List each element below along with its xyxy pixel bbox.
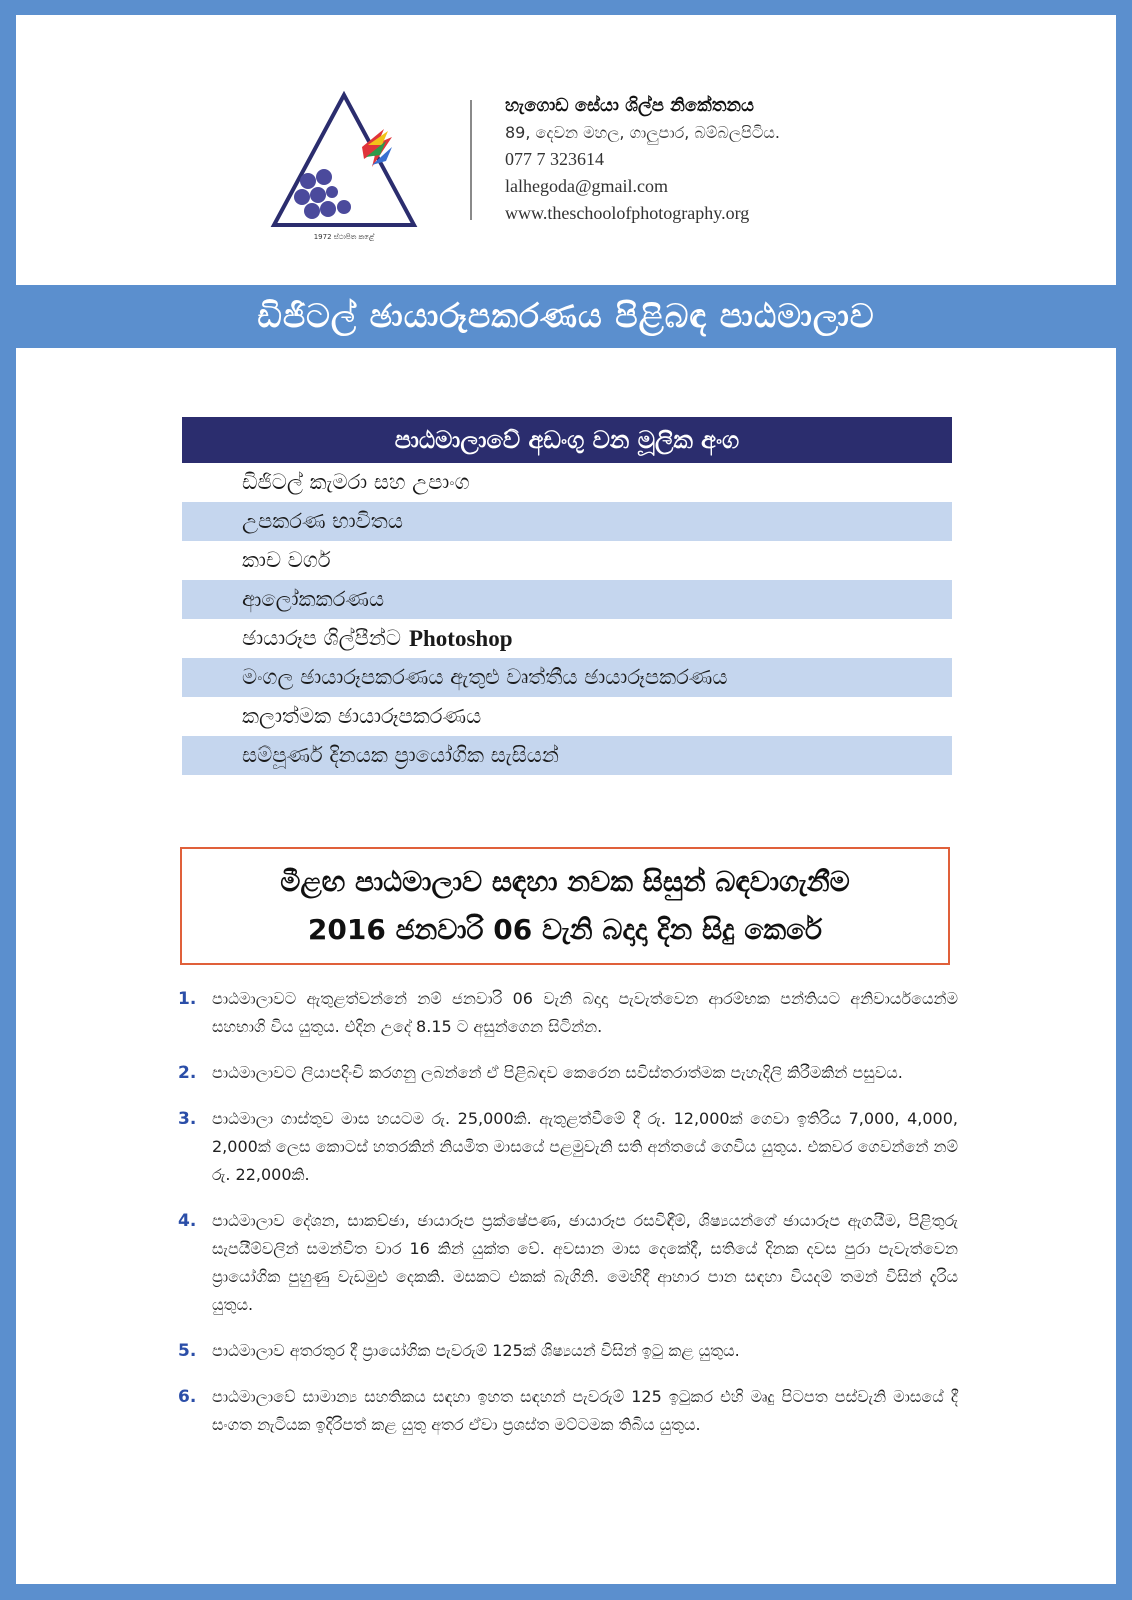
module-item: සම්පූර්ණ දිනයක ප්‍රායෝගික සැසියන්: [182, 736, 952, 775]
modules-table: [182, 417, 952, 775]
rule-text: පාඨමාලාවට ලියාපදිංචි කරගනු ලබන්නේ ඒ පිළිබඳව කෙරෙන සවිස්තරාත්මක පැහැදිලි කිරීමකින් පසුවය.: [212, 1063, 903, 1082]
module-item: මංගල ඡායාරූපකරණය ඇතුළු වෘත්තීය ඡායාරූපකරණය: [182, 658, 952, 697]
rule-text: පාඨමාලාව දේශන, සාකච්ඡා, ඡායාරූප ප්‍රක්ෂේපණ, ඡායාරූප රසවිඳීම්, ශිෂ්‍යයන්ගේ ඡායාරූප ඇගයීම, පිළිතුරු සැපයීම්වලින් සමන්විත වාර 16 කින් යුක්ත වේ. අවසාන මාස දෙකේදී, සතියේ දිනක දවස පුරා පැවැත්වෙන ප්‍රායෝගික පුහුණු වැඩමුළු දෙකකි. මසකට එකක් බැගිනි. මෙහිදී ආහාර පාන සඳහා වියදම් තමන් විසින් දැරිය යුතුය.: [212, 1211, 958, 1314]
email-address: lalhegoda@gmail.com: [505, 176, 669, 196]
module-item: කලාත්මක ඡායාරූපකරණය: [242, 704, 482, 728]
enrollment-notice: [180, 847, 950, 965]
module-item: ආලෝකකරණය: [182, 580, 952, 619]
rule-number: 3.: [178, 1109, 197, 1129]
header-divider: [470, 100, 472, 220]
course-title-banner: ඩිජිටල් ඡායාරූපකරණය පිළිබඳ පාඨමාලාව: [257, 296, 875, 335]
module-item: කාච වර්ග: [242, 548, 331, 572]
phone-number: 077 7 323614: [505, 149, 604, 169]
rule-item: [178, 1383, 958, 1439]
school-logo: [268, 85, 420, 245]
address: 89, දෙවන මහල, ගාලුපාර, බම්බලපිටිය.: [505, 123, 780, 142]
org-name: හැගොඩ සේයා ශිල්ප නිකේතනය: [505, 95, 754, 116]
rule-number: 1.: [178, 989, 197, 1009]
rule-text: පාඨමාලාවට ඇතුළත්වන්නේ නම් ජනවාරි 06 වැනි බදාදා පැවැත්වෙන ආරම්භක පන්තියට අනිවාර්යයෙන්ම සහභාගි විය යුතුය. එදින උදේ 8.15 ට අසුන්ගෙන සිටින්න.: [212, 989, 958, 1036]
rules-list: [178, 985, 958, 1457]
website-url: www.theschoolofphotography.org: [505, 203, 750, 223]
contact-block: [505, 92, 1065, 227]
rule-text: පාඨමාලාවේ සාමාන්‍ය සහතිකය සඳහා ඉහත සඳහන් පැවරුම් 125 ඉටුකර එහි මෘදු පිටපත පස්වැනි මාසයේ දී සංගත නැටියක ඉදිරිපත් කළ යුතු අතර ඒවා ප්‍රශස්ත මට්ටමක තිබිය යුතුය.: [212, 1387, 958, 1434]
rule-number: 4.: [178, 1211, 197, 1231]
rule-item: [178, 1337, 958, 1365]
rule-item: [178, 1207, 958, 1319]
notice-line-1: මීළඟ පාඨමාලාව සඳහා නවක සිසුන් බඳවාගැනීම: [280, 865, 850, 898]
rule-item: [178, 985, 958, 1041]
rule-number: 2.: [178, 1063, 197, 1083]
rule-item: [178, 1105, 958, 1189]
module-item: ඡායාරූප ශිල්පීන්ට Photoshop: [242, 625, 513, 651]
rule-number: 6.: [178, 1387, 197, 1407]
logo-caption: 1972 ස්ථාපිත කළේ: [313, 233, 375, 241]
module-item-software: Photoshop: [408, 625, 513, 651]
rule-text: පාඨමාලා ගාස්තුව මාස හයටම රු. 25,000කි. ඇතුළත්වීමේ දී රු. 12,000ක් ගෙවා ඉතිරිය 7,000, 4,000, 2,000ක් ලෙස කොටස් හතරකින් නියමිත මාසයේ පළමුවැනි සති අන්තයේ ගෙවිය යුතුය. එකවර ගෙවන්නේ නම් රු. 22,000කි.: [212, 1109, 958, 1184]
modules-heading: පාඨමාලාවේ අඩංගු වන මූලික අංග: [182, 417, 952, 463]
rule-item: [178, 1059, 958, 1087]
rule-number: 5.: [178, 1341, 197, 1361]
notice-line-2: 2016 ජනවාරි 06 වැනි බදාදා දින සිදු කෙරේ: [307, 913, 823, 946]
module-item: ඩිජිටල් කැමරා සහ උපාංග: [242, 470, 470, 494]
module-item: උපකරණ භාවිතය: [182, 502, 952, 541]
rule-text: පාඨමාලාව අතරතුර දී ප්‍රායෝගික පැවරුම් 125ක් ශිෂ්‍යයන් විසින් ඉටු කළ යුතුය.: [212, 1341, 740, 1360]
